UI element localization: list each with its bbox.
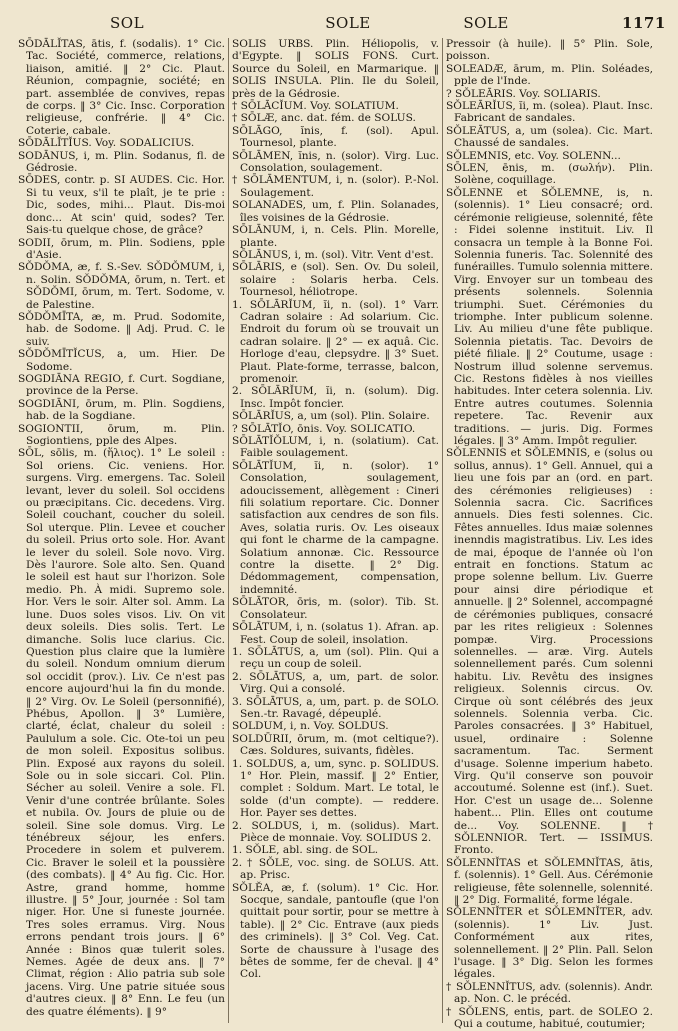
page-header: [18, 14, 666, 36]
column-2: [228, 38, 442, 1023]
dictionary-entry: 3. SŌLĀTUS, a, um, part. p. de SOLO. Sen.-tr. Ravagé, dépeuplé.: [232, 695, 439, 720]
dictionary-entry: SŌLEN, ēnis, m. (σωλήν). Plin. Solène, coquillage.: [446, 162, 653, 187]
dictionary-entry: SŌLĀTĬŎLUM, i, n. (solatium). Cat. Faible soulagement.: [232, 435, 439, 460]
dictionary-entry: 1. SŎLE, abl. sing. de SOL.: [232, 844, 379, 857]
dictionary-entry: SŌLĀTUM, i, n. (solatus 1). Afran. ap. Fest. Coup de soleil, insolation.: [232, 621, 439, 646]
dictionary-entry: SOLDŪRII, ōrum, m. (mot celtique?). Cæs. Soldures, suivants, fidèles.: [232, 732, 439, 758]
dictionary-entry: 2. SŌLĀRĬUM, ĭi, n. (solum). Dig. Insc. Impôt foncier.: [232, 385, 439, 410]
dictionary-entry: SOGDIĀNI, ōrum, m. Plin. Sogdiens, hab. de la Sogdiane.: [18, 397, 225, 423]
dictionary-entry: SŌDĀLĬTĬUS. Voy. SODALICIUS.: [18, 137, 195, 150]
dictionary-entry: SŌLĀNUS, i, m. (sol). Vitr. Vent d'est.: [232, 248, 434, 261]
text-columns: [18, 38, 662, 1031]
dictionary-entry: † SŌLĀMENTUM, i, n. (solor). P.-Nol. Soulagement.: [232, 174, 439, 199]
header-center-word: SOLE: [325, 14, 371, 32]
dictionary-entry: SŌLĀNUM, i, n. Cels. Plin. Morelle, plante.: [232, 224, 439, 249]
dictionary-entry: SŎLĔA, æ, f. (solum). 1° Cic. Hor. Socque, sandale, pantoufle (que l'on quittait pour sortir, pour se mettre à table). ‖ 2° Cic. Entrave (aux pieds des criminels). ‖ 3° Col. Veg. Cat. Sorte de chaussure à l'usage des bêtes de somme, fer de cheval. ‖ 4° Col.: [232, 881, 439, 981]
dictionary-entry: ? SŌLĀTĬO, ōnis. Voy. SOLICATIO.: [232, 422, 416, 435]
dictionary-entry: SŎLENNIS et SŎLEMNIS, e (solus ou sollus, annus). 1° Gell. Annuel, qui a lieu une fois par an (ord. en part. des cérémonies religieuses) : Solennia sacra. Cic. Sacrifices annuels. Dies festi solennes. Cic. Fêtes annuelles. Idus maiæ solennes inenndis magistratibus. Liv. Les ides de mai, époque de l'année où l'on entrait en fonctions. Statum ac prope solenne bellum. Liv. Guerre pour ainsi dire périodique et annuelle. ‖ 2° Solennel, accompagné de cérémonies publiques, consacré par les rites religieux : Solennes pompæ. Virg. Processions solennelles. — aræ. Virg. Autels solennellement parés. Cum solenni habitu. Liv. Revêtu des insignes religieux. Solennis circus. Ov. Cirque où sont célébrés des jeux solennels. Solennia verba. Cic. Paroles consacrées. ‖ 3° Habituel, usuel, ordinaire : Solenne sacramentum. Tac. Serment d'usage. Solenne imperium habeto. Virg. Qu'il conserve son pouvoir accoutumé. Solenne est (inf.). Suet. Hor. C'est un usage de... Solenne habent... Plin. Elles ont coutume de... Voy. SOLENNE. ‖ † SŎLENNIOR. Tert. — ISSIMUS. Fronto.: [446, 447, 653, 857]
dictionary-entry: 1. SŌLĀTUS, a, um (sol). Plin. Qui a reçu un coup de soleil.: [232, 645, 439, 671]
dictionary-entry: SOLIS URBS. Plin. Héliopolis, v. d'Egypte. ‖ SOLIS FONS. Curt. Source du Soleil, en Marmarique. ‖ SOLIS INSULA. Plin. Ile du Soleil, près de la Gédrosie.: [232, 38, 439, 100]
dictionary-entry: SŌLĀGO, ĭnis, f. (sol). Apul. Tournesol, plante.: [232, 124, 439, 150]
dictionary-entry: SOLDUM, i, n. Voy. SOLDUS.: [232, 720, 389, 733]
dictionary-entry: SŌDES, contr. p. SI AUDES. Cic. Hor. Si tu veux, s'il te plaît, je te prie : Dic, sodes, mihi... Plaut. Dis-moi donc... At scin' quid, sodes? Ter. Sais-tu quelque chose, de grâce?: [18, 174, 225, 237]
dictionary-entry: SOLEADÆ, ārum, m. Plin. Soléades, pple de l'Inde.: [446, 62, 653, 88]
dictionary-entry: SOLANADES, um, f. Plin. Solanades, îles voisines de la Gédrosie.: [232, 199, 439, 224]
column-1: [18, 38, 228, 1023]
dictionary-entry: SŎLENNE et SŎLEMNE, is, n. (solennis). 1° Lieu consacré; ord. cérémonie religieuse, solennité, fête : Fidei solenne instituit. Liv. Il consacra un temple à la Bonne Foi. Solennia funeris. Tac. Solennité des funérailles. Tumulo solennia mittere. Virg. Envoyer sur un tombeau des présents solennels. Solennia triumphi. Suet. Cérémonies du triomphe. Inter publicum solenne. Liv. Au milieu d'une fête publique. Solennia pietatis. Tac. Devoirs de piété filiale. ‖ 2° Coutume, usage : Nostrum illud solenne servemus. Cic. Restons fidèles à nos vieilles habitudes. Inter cetera solennia. Liv. Entre autres coutumes. Solennia repetere. Tac. Revenir aux traditions. — juris. Dig. Formes légales. ‖ 3° Amm. Impôt regulier.: [446, 186, 653, 447]
dictionary-entry: 2. SŌLĀTUS, a, um, part. de solor. Virg. Qui a consolé.: [232, 670, 439, 696]
dictionary-entry: 1. SOLDUS, a, um, sync. p. SOLIDUS. 1° Hor. Plein, massif. ‖ 2° Entier, complet : Soldum. Mart. Le total, le solde (d'un compte). — reddere. Hor. Payer ses dettes.: [232, 757, 439, 820]
dictionary-entry: † SŌLĀCĬUM. Voy. SOLATIUM.: [232, 100, 399, 113]
dictionary-entry: SŌLĀMEN, ĭnis, n. (solor). Virg. Luc. Consolation, soulagement.: [232, 149, 439, 175]
dictionary-entry: SŎDŎMA, æ, f. S.-Sev. SŎDŎMUM, i, n. Solin. SŎDŎMA, ōrum, n. Tert. et SŎDŎMI, ōrum, m. Tert. Sodome, v. de Palestine.: [18, 261, 225, 311]
dictionary-entry: 2. SOLDUS, i, m. (solidus). Mart. Pièce de monnaie. Voy. SOLIDUS 2.: [232, 819, 439, 844]
dictionary-entry: † SŎLENNĬTUS, adv. (solennis). Andr. ap. Non. C. le précéd.: [446, 980, 653, 1006]
dictionary-entry: SŎDŎMĪTA, æ, m. Prud. Sodomite, hab. de Sodome. ‖ Adj. Prud. C. le suiv.: [18, 310, 225, 348]
dictionary-entry: SŎLENNĬTAS et SŎLEMNĬTAS, ātis, f. (solennis). 1° Gell. Aus. Cérémonie religieuse, fête solennelle, solennité. ‖ 2° Dig. Formalité, forme légale.: [446, 856, 653, 907]
dictionary-entry: 2. † SŎLE, voc. sing. de SOLUS. Att. ap. Prisc.: [232, 856, 439, 882]
dictionary-entry: SŌLĀTĬUM, ĭi, n. (solor). 1° Consolation, soulagement, adoucissement, allègement : Cineri fili solatium reportare. Cic. Donner satisfaction aux cendres de son fils. Aves, solatia ruris. Ov. Les oiseaux qui font le charme de la campagne. Solatium annonæ. Cic. Ressource contre la disette. ‖ 2° Dig. Dédommagement, compensation, indemnité.: [232, 459, 439, 596]
dictionary-entry: SŎLEĀRĬUS, ĭi, m. (solea). Plaut. Insc. Fabricant de sandales.: [446, 100, 653, 125]
page-number: 1171: [622, 14, 666, 32]
dictionary-entry: SŎLEĀTUS, a, um (solea). Cic. Mart. Chaussé de sandales.: [446, 124, 653, 150]
dictionary-entry: † SŎLENS, entis, part. de SOLEO 2. Qui a coutume, habitué, coutumier;: [446, 1005, 653, 1031]
dictionary-entry: SODĀNUS, i, m. Plin. Sodanus, fl. de Gédrosie.: [18, 149, 225, 175]
dictionary-entry: SŎDŎMĪTĬCUS, a, um. Hier. De Sodome.: [18, 348, 225, 373]
dictionary-entry: SŌDĀLĬTAS, ātis, f. (sodalis). 1° Cic. Tac. Société, commerce, relations, liaison, amitié. ‖ 2° Cic. Plaut. Réunion, compagnie, société; en part. assemblée de convives, repas de corps. ‖ 3° Cic. Insc. Corporation religieuse, confrérie. ‖ 4° Cic. Coterie, cabale.: [18, 38, 225, 137]
dictionary-entry: 1. SŌLĀRĬUM, ĭi, n. (sol). 1° Varr. Cadran solaire : Ad solarium. Cic. Endroit du forum où se trouvait un cadran solaire. ‖ 2° — ex aquâ. Cic. Horloge d'eau, clepsydre. ‖ 3° Suet. Plaut. Plate-forme, terrasse, balcon, promenoir.: [232, 298, 439, 385]
dictionary-entry: SŌLĀRĬUS, a, um (sol). Plin. Solaire.: [232, 410, 430, 423]
dictionary-entry: ? SŎLEĀRIS. Voy. SOLIARIS.: [446, 87, 601, 100]
dictionary-entry: SOGDIĀNA REGIO, f. Curt. Sogdiane, province de la Perse.: [18, 372, 225, 398]
header-left-word: SOL: [110, 14, 145, 32]
dictionary-entry: SŎLEMNIS, etc. Voy. SOLENN...: [446, 149, 621, 162]
dictionary-entry: SOGIONTII, ōrum, m. Plin. Sogiontiens, pple des Alpes.: [18, 422, 225, 447]
dictionary-entry: Pressoir (à huile). ‖ 5° Plin. Sole, poisson.: [446, 38, 653, 63]
header-right-word: SOLE: [463, 14, 509, 32]
dictionary-entry: SŌL, sōlis, m. (ἥλιος). 1° Le soleil : Sol oriens. Cic. veniens. Hor. surgens. Virg. emergens. Tac. Soleil levant, lever du soleil. Sol occidens ou præcipitans. Cic. decedens. Virg. Soleil couchant, coucher du soleil. Sol uterque. Plin. Levee et coucher du soleil. Prius orto sole. Hor. Avant le lever du soleil. Sole novo. Virg. Dès l'aurore. Sole alto. Sen. Quand le soleil est haut sur l'horizon. Sole medio. Ph. À midi. Supremo sole. Hor. Vers le soir. Alter sol. Amm. La lune. Duos soles visos. Liv. On vit deux soleils. Dies solis. Tert. Le dimanche. Solis luce clarius. Cic. Question plus claire que la lumière du soleil. Nondum omnium dierum sol occidit (prov.). Liv. Ce n'est pas encore aujourd'hui la fin du monde. ‖ 2° Virg. Ov. Le Soleil (personnifié), Phébus, Apollon. ‖ 3° Lumière, clarté, éclat, chaleur du soleil : Paululum a sole. Cic. Ote-toi un peu de mon soleil. Expositus solibus. Plin. Exposé aux rayons du soleil. Sole ou in sole siccari. Col. Plin. Sécher au soleil. Venire a sole. Fl. Venir d'une contrée brûlante. Soles et nubila. Ov. Jours de pluie ou de soleil. Sine sole domus. Virg. Le ténébreux séjour, les enfers. Procedere in solem et pulverem. Cic. Braver le soleil et la poussière (des combats). ‖ 4° Au fig. Cic. Hor. Astre, grand homme, homme illustre. ‖ 5° Jour, journée : Sol tam niger. Hor. Une si funeste journée. Tres soles erramus. Virg. Nous errons pendant trois jours. ‖ 6° Année : Binos quæ tulerit soles. Nemes. Agée de deux ans. ‖ 7° Climat, région : Alio patria sub sole jacens. Virg. Une patrie située sous d'autres cieux. ‖ 8° Enn. Le feu (un des quatre éléments). ‖ 9°: [18, 447, 225, 1018]
dictionary-entry: SŌLĀTOR, ōris, m. (solor). Tib. St. Consolateur.: [232, 596, 439, 621]
dictionary-entry: SŌLĀRIS, e (sol). Sen. Ov. Du soleil, solaire : Solaris herba. Cels. Tournesol, héliotrope.: [232, 261, 439, 299]
column-3: [442, 38, 656, 1031]
dictionary-entry: SŎLENNĬTER et SŎLEMNĬTER, adv. (solennis). 1° Liv. Just. Conformément aux rites, solennellement. ‖ 2° Plin. Pall. Selon l'usage. ‖ 3° Dig. Selon les formes légales.: [446, 906, 653, 981]
dictionary-entry: SODII, ōrum, m. Plin. Sodiens, pple d'Asie.: [18, 236, 225, 261]
dictionary-entry: † SŌLÆ, anc. dat. fém. de SOLUS.: [232, 112, 416, 125]
